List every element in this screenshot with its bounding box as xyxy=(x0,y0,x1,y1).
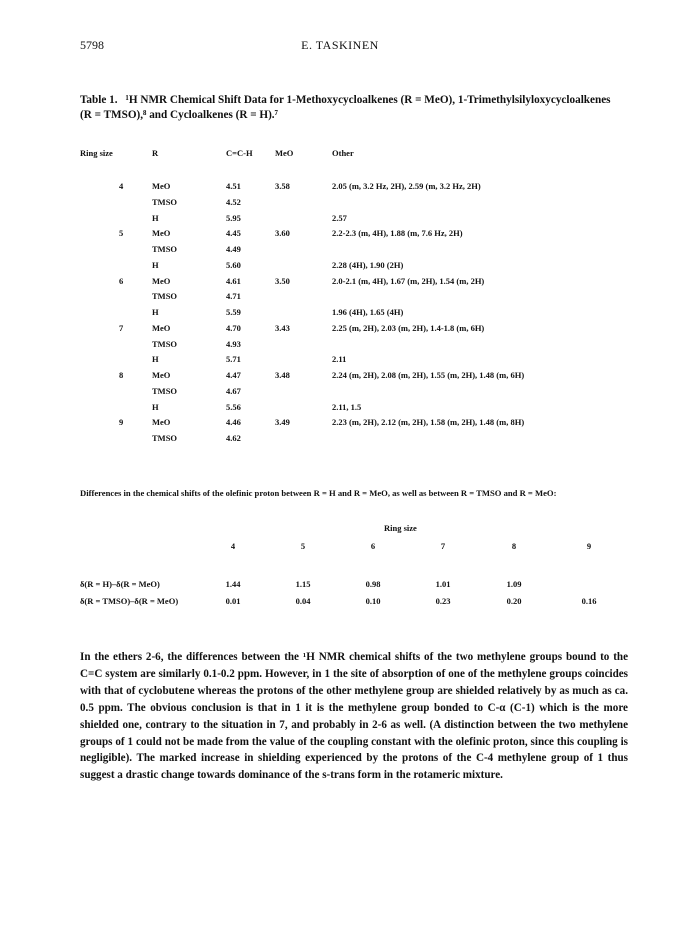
cell-r: MeO xyxy=(152,228,171,239)
cell-cch: 4.52 xyxy=(226,196,241,207)
cell-cch: 4.45 xyxy=(226,228,241,239)
difference-value: 1.01 xyxy=(435,579,451,589)
cell-cch: 4.47 xyxy=(226,370,241,380)
cell-cch: 5.71 xyxy=(226,354,241,365)
difference-value: 0.23 xyxy=(435,596,451,606)
cell-r: TMSO xyxy=(152,196,178,207)
column-header-cch: C=C-H xyxy=(226,148,253,158)
cell-other: 2.28 (4H), 1.90 (2H) xyxy=(332,259,404,270)
difference-row-label: δ(R = H)–δ(R = MeO) xyxy=(80,579,160,589)
column-header-ring-size: Ring size xyxy=(80,148,113,158)
ring-size-header: 4 xyxy=(230,541,236,551)
column-header-r: R xyxy=(152,148,159,158)
cell-cch: 4.67 xyxy=(226,385,241,396)
cell-cch: 4.62 xyxy=(226,433,241,443)
cell-cch: 5.95 xyxy=(226,212,241,223)
cell-r: MeO xyxy=(152,370,171,380)
cell-cch: 4.93 xyxy=(226,338,241,349)
ring-size-label: Ring size xyxy=(384,523,417,533)
ring-size-header: 8 xyxy=(511,541,517,551)
cell-other: 2.11 xyxy=(332,354,347,365)
cell-ring-size: 5 xyxy=(119,228,124,239)
difference-value: 0.16 xyxy=(581,596,597,606)
cell-r: MeO xyxy=(152,275,171,286)
cell-other: 2.25 (m, 2H), 2.03 (m, 2H), 1.4-1.8 (m, 6H) xyxy=(332,322,485,333)
cell-ring-size: 9 xyxy=(119,417,124,428)
cell-cch: 5.56 xyxy=(226,401,241,412)
cell-r: MeO xyxy=(152,322,171,333)
difference-value: 1.15 xyxy=(295,579,311,589)
difference-value: 0.98 xyxy=(365,579,381,589)
cell-cch: 4.61 xyxy=(226,275,241,286)
differences-intro: Differences in the chemical shifts of the olefinic proton between R = H and R = MeO, as well as between R = TMSO and R = MeO: xyxy=(80,488,557,498)
cell-r: MeO xyxy=(152,181,171,191)
cell-ring-size: 4 xyxy=(119,181,124,191)
cell-other: 2.23 (m, 2H), 2.12 (m, 2H), 1.58 (m, 2H), 1.48 (m, 8H) xyxy=(332,417,525,428)
difference-value: 0.20 xyxy=(506,596,522,606)
cell-other: 2.2-2.3 (m, 4H), 1.88 (m, 7.6 Hz, 2H) xyxy=(332,228,463,239)
cell-r: H xyxy=(152,354,159,365)
cell-other: 2.24 (m, 2H), 2.08 (m, 2H), 1.55 (m, 2H), 1.48 (m, 6H) xyxy=(332,370,525,380)
cell-meo: 3.48 xyxy=(275,370,290,380)
ring-size-header: 7 xyxy=(440,541,446,551)
cell-r: H xyxy=(152,259,159,270)
cell-ring-size: 6 xyxy=(119,275,124,286)
cell-r: H xyxy=(152,401,159,412)
cell-r: TMSO xyxy=(152,244,178,254)
ring-size-header: 5 xyxy=(300,541,306,551)
table-caption-text: ¹H NMR Chemical Shift Data for 1-Methoxycycloalkenes (R = MeO), 1-Trimethylsilyloxycycloalkenes (R = TMSO),⁸ and Cycloalkenes (R = H).⁷ xyxy=(80,94,611,121)
difference-value: 0.01 xyxy=(225,596,241,606)
cell-r: TMSO xyxy=(152,338,178,349)
cell-other: 2.05 (m, 3.2 Hz, 2H), 2.59 (m, 3.2 Hz, 2H) xyxy=(332,181,481,191)
running-head: E. TASKINEN xyxy=(301,38,379,52)
difference-value: 0.10 xyxy=(365,596,381,606)
table-caption xyxy=(80,93,620,123)
cell-other: 2.11, 1.5 xyxy=(332,401,362,412)
cell-cch: 4.49 xyxy=(226,244,241,254)
cell-other: 2.57 xyxy=(332,212,347,223)
difference-value: 1.09 xyxy=(506,579,522,589)
table-caption-label: Table 1. xyxy=(80,94,118,106)
ring-size-header: 9 xyxy=(586,541,592,551)
cell-r: MeO xyxy=(152,417,171,428)
cell-r: H xyxy=(152,212,159,223)
difference-row-label: δ(R = TMSO)–δ(R = MeO) xyxy=(80,596,179,606)
cell-cch: 4.51 xyxy=(226,181,241,191)
cell-cch: 4.70 xyxy=(226,322,241,333)
cell-ring-size: 8 xyxy=(119,370,124,380)
difference-value: 0.04 xyxy=(295,596,311,606)
cell-cch: 5.59 xyxy=(226,307,241,317)
cell-r: TMSO xyxy=(152,291,178,302)
cell-meo: 3.58 xyxy=(275,181,290,191)
cell-r: H xyxy=(152,307,159,317)
body-paragraph: In the ethers 2-6, the differences between the ¹H NMR chemical shifts of the two methylene groups bound to the C=C system are similarly 0.1-0.2 ppm. However, in 1 the site of absorption of one of the methylene groups coincides with that of cyclobutene whereas the protons of the other methylene group are shielded relatively by as much as ca. 0.5 ppm. The obvious conclusion is that in 1 it is the methylene group bonded to C-α (C-1) which is the more shielded one, contrary to the situation in 7, and probably in 2-6 as well. (A distinction between the two methylene groups of 1 could not be made from the value of the coupling constant with the olefinic proton, since this coupling is negligible). The marked increase in shielding experienced by the protons of the C-4 methylene group of 1 thus suggest a drastic change towards dominance of the s-trans form in the rotameric mixture. xyxy=(80,651,628,782)
page-number: 5798 xyxy=(80,38,104,52)
difference-value: 1.44 xyxy=(225,579,241,589)
cell-cch: 4.71 xyxy=(226,291,241,302)
cell-r: TMSO xyxy=(152,385,178,396)
ring-size-header: 6 xyxy=(370,541,376,551)
cell-cch: 5.60 xyxy=(226,259,241,270)
cell-r: TMSO xyxy=(152,433,178,443)
cell-other: 2.0-2.1 (m, 4H), 1.67 (m, 2H), 1.54 (m, 2H) xyxy=(332,275,485,286)
column-header-meo: MeO xyxy=(275,148,294,158)
cell-cch: 4.46 xyxy=(226,417,241,428)
cell-meo: 3.50 xyxy=(275,275,290,286)
cell-other: 1.96 (4H), 1.65 (4H) xyxy=(332,307,404,317)
cell-meo: 3.60 xyxy=(275,228,290,239)
cell-ring-size: 7 xyxy=(119,322,124,333)
column-header-other: Other xyxy=(332,148,354,158)
cell-meo: 3.49 xyxy=(275,417,290,428)
cell-meo: 3.43 xyxy=(275,322,290,333)
